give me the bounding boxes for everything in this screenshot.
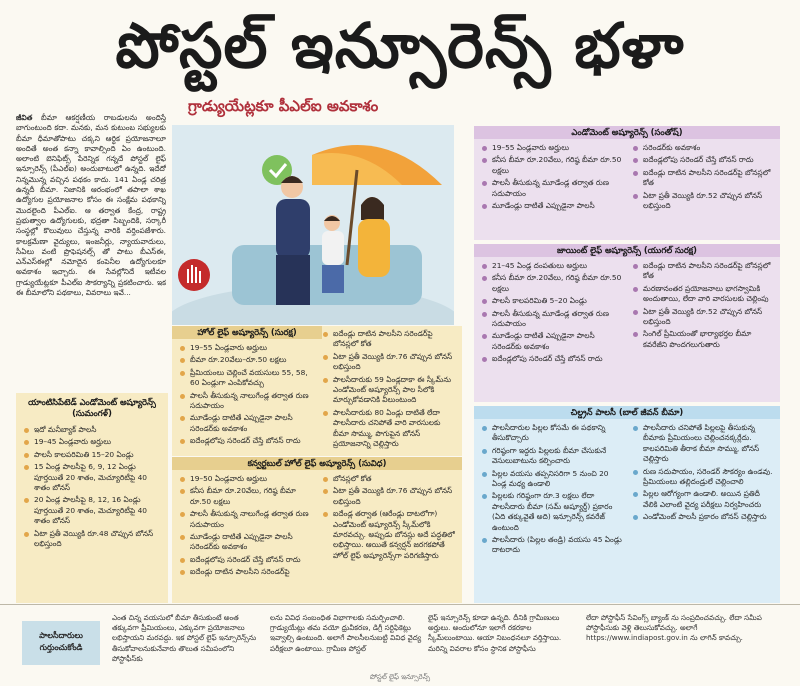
list-item: పాలసీదారు (పిల్లల తండ్రి) వయసు 45 ఏండ్లు దాటరాదు xyxy=(480,535,623,556)
list-item: 19–50 ఏండ్లవారు అర్హులు xyxy=(178,474,313,484)
list-item: పిల్లలకు గరిష్ఠంగా రూ.3 లక్షలు లేదా పాలసీదారు బీమా (సమ్ అష్యూర్డ్) ప్రకారం (ఏది తక్కువైతే అది) ఇన్సూరెన్స్ కవరేజ్ ఉంటుంది xyxy=(480,491,623,533)
sumangal-title: యాంటిసిపేటెడ్ ఎండోమెంట్ అష్యూరెన్స్ (సుమంగళ్) xyxy=(28,397,156,418)
list-item: ఏటా ప్రతీ వెయ్యికి రూ.52 చొప్పున బోనస్ లభిస్తుంది xyxy=(631,307,774,328)
family-illustration xyxy=(172,125,454,325)
list-item: ఐదేండ్లు దాటిన పాలసీని సరెండర్‌పై బోనస్లలో కోత xyxy=(321,329,456,350)
list-item: పాలసీ కాలపరిమితి 15–20 ఏండ్లు xyxy=(22,450,162,460)
intro-lead: జీవిత xyxy=(16,113,33,122)
footer-col-3: లైఫ్ ఇన్సూరెన్స్ కూడా ఉన్నది. దీనికి గ్రామీణులు అర్హులు. అందులోనూ ఇలాగే రకరకాల స్కీమ్‌లుంటాయి. ఆయా నిబంధనలూ వర్తిస్తాయి. మరిన్ని వివరాల కోసం స్థానిక పోస్టాఫీసు xyxy=(428,613,562,653)
list-item: ఎండోమెంట్ పాలసీ ప్రకారం బోనస్ చెల్లిస్తారు xyxy=(631,512,774,522)
box-suvidha xyxy=(172,457,462,603)
list-item: 20 ఏండ్ల పాలసీపై 8, 12, 16 ఏండ్లు పూర్తయితే 20 శాతం, మెచ్యూరిటీపై 40 శాతం బోనస్ xyxy=(22,495,162,526)
list-item: పాలసీదారు చనిపోతే పిల్లలపై తీసుకున్న బీమాకు ప్రీమియంలు చెల్లించనక్కర్లేదు. కాలపరిమితి తీరాక బీమా సొమ్ము, బోనస్ చెల్లిస్తారు xyxy=(631,423,774,465)
list-item: ఏటా ప్రతీ వెయ్యికి రూ.48 చొప్పున బోనస్ లభిస్తుంది xyxy=(22,529,162,550)
list-item: పాలసీ కాలపరిమితి 5–20 ఏండ్లు xyxy=(480,296,623,306)
list-item: కనీస బీమా రూ.20వేలు, గరిష్ఠ బీమా రూ.50 లక్షలు xyxy=(480,155,623,176)
list-item: పాలసీ తీసుకున్న మూడేండ్ల తర్వాత రుణ సదుపాయం xyxy=(480,309,623,330)
intro-text: బీమా ఆకర్షణీయ రాబడులను అందిస్తే బాగుంటుంది కదా. మనకు, మన కుటుంబ సభ్యులకు బీమా ధీమాతోపాటు చక్కని ఆర్థిక ప్రయోజనాలూ అందితే అంత కన్నా కావాల్సింది ఏం ఉంటుంది. అలాంటి బెనిఫిట్స్ పేరెన్నిక గన్నదే పోస్టల్ లైఫ్ ఇన్సూరెన్స్ (పీఎల్ఐ) అందుబాటులో ఉన్నది. ఇదేదో నిన్నమొన్న వచ్చిన పథకం కాదు. 141 ఏండ్ల చరిత్ర ఉన్నదీ బీమా. నిజానికి ఆరంభంలో తపాలా శాఖ ఉద్యోగుల ప్రయోజనాల కోసం ఈ సంక్షేమ పథకాన్ని మొదలైంది పీఎల్ఐ. ఆ తర్వాత కేంద్ర, రాష్ట్ర ప్రభుత్వాల ఉద్యోగులకు, భద్రతా సిబ్బందికి, సర్కారీ సంస్థల్లో కొలువులు చేస్తున్న వారికి వర్తింపజేశారు. కాలక్రమేణా వైద్యులు, ఇంజనీర్లు, న్యాయవాదులు, సీఏలు వంటి ప్రొఫెషనల్స్ తో పాటు బీఎస్ఈ, ఎన్ఎస్ఈల్లో నమోదైన కంపెనీల ఉద్యోగులకూ అవకాశం ఇచ్చారు. ఈ సేవల్లోనిదే ఇటీవల గ్రాడ్యుయేట్లకూ పీఎల్ఐ సౌకర్యాన్ని ప్రకటించారు. ఇక ఈ బీమాలోని పథకాలు, వివరాలు ఇవే... xyxy=(16,113,166,298)
suraksha-title: హోల్ లైఫ్ అష్యూరెన్స్ (సురక్ష) xyxy=(172,326,322,339)
list-item: 19–45 ఏండ్లవారు అర్హులు xyxy=(22,437,162,447)
list-item: మూడేండ్లు దాటితే ఎప్పుడైనా పాలసీ సరెండర్‌కు అవకాశం xyxy=(178,532,313,553)
list-item: ఐదేండ్లు దాటిన పాలసీని సరెండర్‌పై xyxy=(178,567,313,577)
family-umbrella-image xyxy=(172,125,454,325)
list-item: 21–45 ఏండ్ల దంపతులు అర్హులు xyxy=(480,261,623,271)
list-item: ఇదో మనీబ్యాక్ పాలసీ xyxy=(22,425,162,435)
box-suraksha xyxy=(172,326,462,456)
list-item: పాలసీ తీసుకున్న నాలుగేండ్ల తర్వాత రుణ సదుపాయం xyxy=(178,509,313,530)
box-children xyxy=(474,406,780,603)
page-strip: పోస్టల్ లైఫ్ ఇన్సూరెన్స్ xyxy=(369,673,431,681)
india-post-logo xyxy=(178,259,210,291)
footer-col-1: ఎంత చిన్న వయసులో బీమా తీసుకుంటే అంత తక్కువగా ప్రీమియంలు, ఎక్కువగా ప్రయోజనాలు లభిస్తాయని మరవద్దు. ఇక పోస్టల్ లైఫ్ ఇన్సూరెన్స్‌ను తీసుకోవాలనుకునేవారు తొలుత సమీపంలోని పోస్టాఫీస్‌కు xyxy=(112,613,257,663)
list-item: పాలసీదారుకు 80 ఏండ్లు దాటితే లేదా పాలసీదారు చనిపోతే వారి వారసులకు బీమా సొమ్ము, పొగుపైన బోనస్ ప్రయోజనాన్ని చెల్లిస్తారు xyxy=(321,408,456,450)
list-item: ఐదేండ్లు దాటిన పాలసీని సరెండర్‌పై బోనస్లలో కోత xyxy=(631,261,774,282)
sumangal-list xyxy=(16,423,168,553)
list-item: బీమా రూ.20వేలు–రూ.50 లక్షలు xyxy=(178,355,313,365)
list-item: ఐదేండ్లలోపు సరెండర్ చేస్తే బోనస్ రాదు xyxy=(178,436,313,446)
list-item: మరణానంతర ప్రయోజనాలు భాగస్వామికి అందుతాయి, లేదా వారి వారసులకు చెల్లింపు xyxy=(631,284,774,305)
list-item: ఐదేండ్లలోపు సరెండర్ చేస్తే బోనస్ రాదు xyxy=(631,155,774,165)
list-item: ఏటా ప్రతీ వెయ్యికి రూ.76 చొప్పున బోనస్ లభిస్తుంది xyxy=(321,352,456,373)
headline: పోస్టల్ ఇన్సూరెన్స్ భళా xyxy=(115,9,685,82)
list-item: మూడేండ్లు దాటితే ఎప్పుడైనా పాలసీ సరెండర్‌కు అవకాశం xyxy=(480,331,623,352)
list-item: పిల్లల వయసు తప్పనిసరిగా 5 నుంచి 20 ఏండ్ల మధ్య ఉండాలి xyxy=(480,469,623,490)
list-item: 19–55 ఏండ్లవారు అర్హులు xyxy=(178,343,313,353)
list-item: పాలసీదారుల పిల్లల కోసమే ఈ పథకాన్ని తీసుకొచ్చారు xyxy=(480,423,623,444)
children-title: చిల్డ్రన్ పాలసీ (బాల్ జీవన్ బీమా) xyxy=(474,406,780,419)
footer-col-2: లను వివిధ సంబంధిత విభాగాలకు సమర్పించాలి. గ్రాడ్యుయేట్లు తమ వయో ధ్రువీకరణ, డిగ్రీ సర్టిఫికెట్లు ఇవ్వాల్సి ఉంటుంది. అలాగే పాలసీలనుబట్టి వివిధ వైద్య పరీక్షలూ ఉంటాయి. గ్రామీణ పోస్టల్ xyxy=(270,613,422,653)
list-item: ఐదేండ్ల తర్వాత (ఆరేండ్లు దాటలోగా) ఎండోమెంట్ అష్యూరెన్స్ స్కీమ్‌లోకి మారవచ్చు. అప్పుడు బోనస్లు అదే పద్ధతిలో లభిస్తాయి. ఆయితే కన్వర్షన్ జరగకపోతే హోల్ లైఫ్ అష్యూరెన్స్‌గా పరిగణిస్తారు xyxy=(321,509,456,561)
list-item: ఏటా ప్రతీ వెయ్యికి రూ.52 చొప్పున బోనస్ లభిస్తుంది xyxy=(631,191,774,212)
list-item: పాలసీ తీసుకున్న మూడేండ్ల తర్వాత రుణ సదుపాయం xyxy=(480,178,623,199)
box-sumangal xyxy=(16,393,168,603)
suvidha-title: కన్వర్టబుల్ హోల్ లైఫ్ అష్యూరెన్స్ (సువిధ) xyxy=(172,457,462,470)
list-item: 19–55 ఏండ్లవారు అర్హులు xyxy=(480,143,623,153)
box-santosh xyxy=(474,126,780,240)
list-item: కనీస బీమా రూ.20వేలు, గరిష్ఠ బీమా రూ.50 లక్షలు xyxy=(480,273,623,294)
list-item: ఐదేండ్లలోపు సరెండర్ చేస్తే బోనస్ రాదు xyxy=(480,354,623,364)
footer-label: పాలసీదారులు గుర్తుంచుకోండి xyxy=(22,621,100,665)
santosh-title: ఎండోమెంట్ అష్యూరెన్స్ (సంతోష్) xyxy=(474,126,780,139)
list-item: మూడేండ్లు దాటితే ఎప్పుడైనా పాలసీ xyxy=(480,201,623,211)
list-item: పాలసీ తీసుకున్న నాలుగేండ్ల తర్వాత రుణ సదుపాయం xyxy=(178,391,313,412)
list-item: 15 ఏండ్ల పాలసీపై 6, 9, 12 ఏండ్లు పూర్తయితే 20 శాతం, మెచ్యూరిటీపై 40 శాతం బోనస్ xyxy=(22,462,162,493)
list-item: ఐదేండ్లు దాటిన పాలసీని సరెండర్‌పై బోనస్లలో కోత xyxy=(631,168,774,189)
list-item: బోనస్లలో కోత xyxy=(321,474,456,484)
list-item: రుణ సదుపాయం, సరెండర్ సౌకర్యం ఉండవు. ప్రీమియంలు తల్లిదండ్రులే చెల్లించాలి xyxy=(631,467,774,488)
box-yugal-suraksha xyxy=(474,244,780,402)
intro-article xyxy=(16,113,166,393)
list-item: సింగిల్ ప్రీమియంతో భార్యాభర్తల బీమా కవరేజీని పొందగలుగుతారు xyxy=(631,329,774,350)
list-item: గరిష్ఠంగా ఇద్దరు పిల్లలకు బీమా చేసుకునే వెసులుబాటును కల్పించారు xyxy=(480,446,623,467)
list-item: పిల్లల ఆరోగ్యంగా ఉండాలి. అయిన ప్రతిదీ వేలికి ఎలాంటి వైద్య పరీక్షలు నిర్వహించరు xyxy=(631,489,774,510)
footer-col-4: లేదా పోస్టాఫీస్ సేవింగ్స్ బ్యాంక్ ను సంప్రదించవచ్చు. లేదా సమీప పోస్టాఫీసుకు వెళ్లి తెలుసుకోవచ్చు. అలాగే https://www.indiapost.gov.in ను లాగిన్ కావచ్చు. xyxy=(586,613,762,643)
list-item: కనీస బీమా రూ.20వేలు, గరిష్ఠ బీమా రూ.50 లక్షలు xyxy=(178,486,313,507)
list-item: సరెండర్‌కు అవకాశం xyxy=(631,143,774,153)
list-item: ఏటా ప్రతీ వెయ్యికి రూ.76 చొప్పున బోనస్ లభిస్తుంది xyxy=(321,486,456,507)
subheadline: గ్రాడ్యుయేట్లకూ పీఎల్ఐ అవకాశం xyxy=(188,97,379,115)
list-item: మూడేండ్లు దాటితే ఎప్పుడైనా పాలసీ సరెండర్‌కు అవకాశం xyxy=(178,413,313,434)
list-item: ప్రీమియంలు చెల్లించే వయసులు 55, 58, 60 ఏండ్లుగా ఎంపికోవచ్చు xyxy=(178,368,313,389)
yugal-suraksha-title: జాయింట్ లైఫ్ అష్యూరెన్స్ (యుగల్ సురక్ష) xyxy=(474,244,780,257)
list-item: ఐదేండ్లలోపు సరెండర్ చేస్తే బోనస్ రాదు xyxy=(178,555,313,565)
list-item: పాలసీదారుకు 59 ఏండ్లదాకా ఈ స్కీమ్‌ను ఎండోమెంట్ అష్యూరెన్స్ పాల సీలోకి మార్చుకోవడానికి వీలుంటుంది xyxy=(321,375,456,406)
